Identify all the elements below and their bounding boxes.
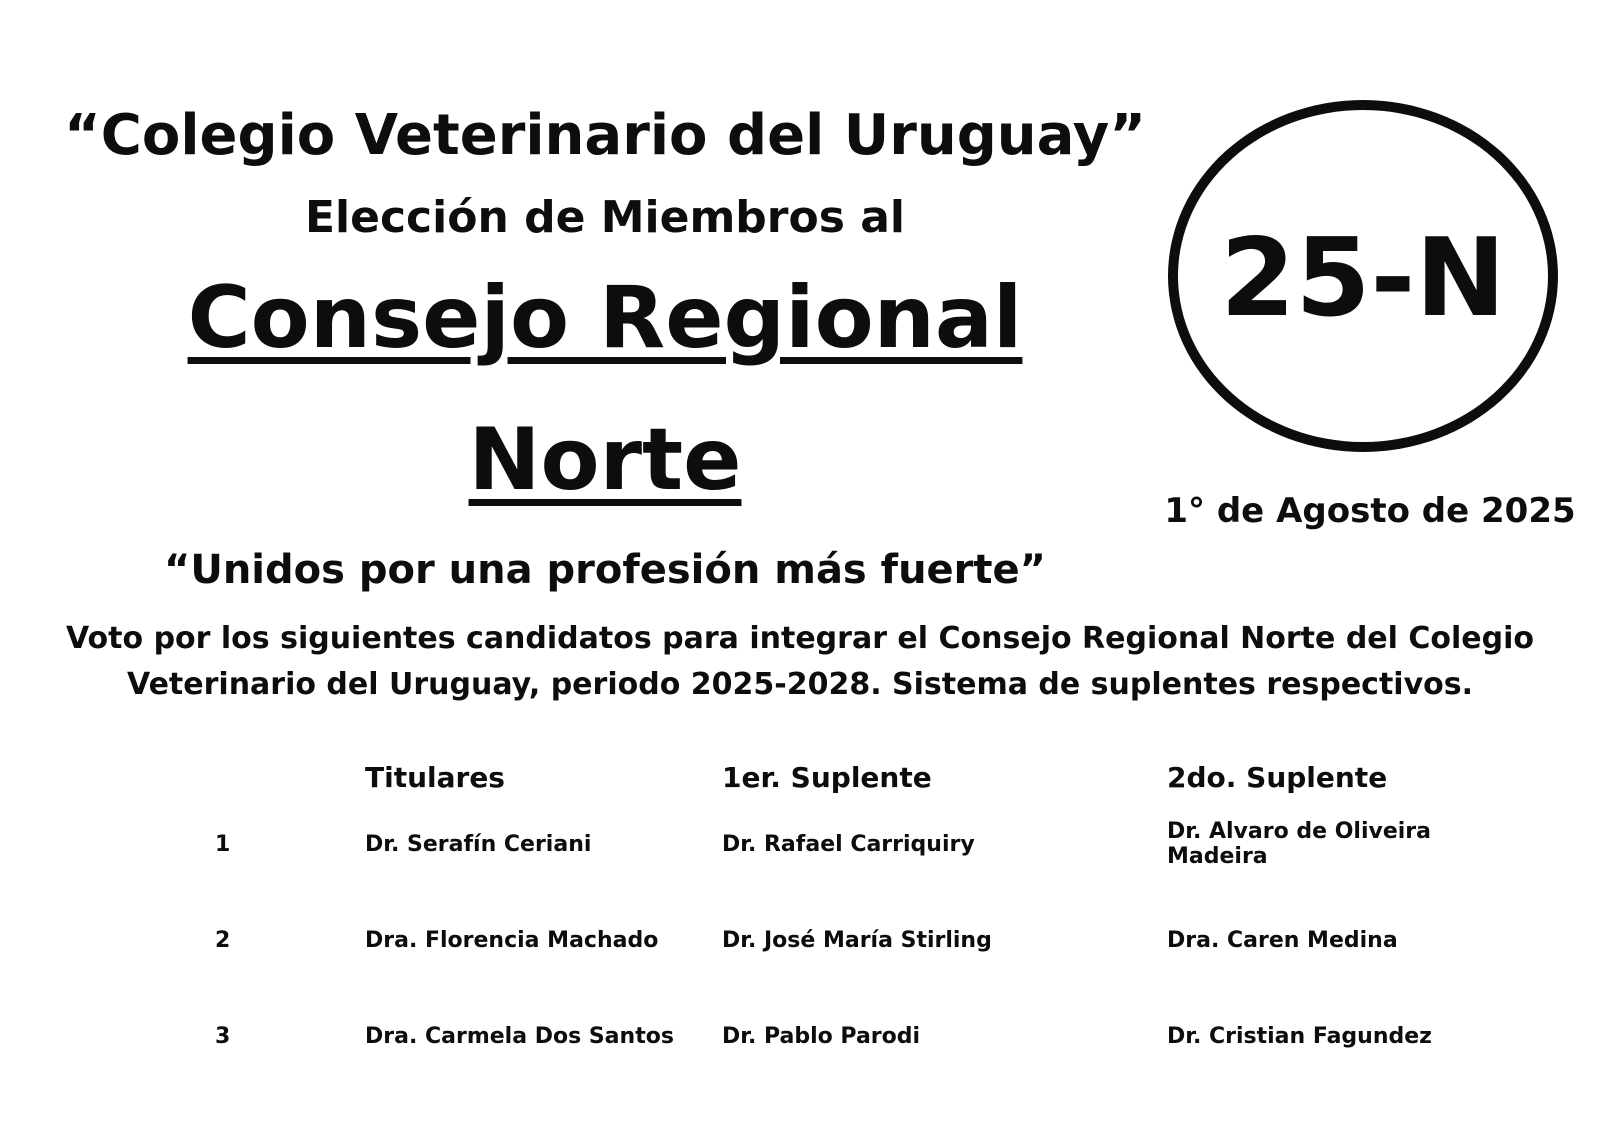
suplente-1-name: Dr. José María Stirling bbox=[722, 927, 992, 953]
list-code-circle bbox=[1168, 100, 1558, 452]
organization-title: “Colegio Veterinario del Uruguay” bbox=[63, 103, 1147, 168]
row-number: 3 bbox=[215, 1023, 231, 1049]
table-row bbox=[180, 892, 1467, 988]
table-header-row bbox=[180, 758, 1467, 796]
titular-name: Dra. Florencia Machado bbox=[365, 927, 659, 953]
header-number bbox=[180, 758, 365, 796]
candidates-table bbox=[180, 758, 1467, 1084]
election-date: 1° de Agosto de 2025 bbox=[1164, 491, 1576, 531]
suplente-2-name: Dra. Caren Medina bbox=[1167, 927, 1398, 953]
suplente-2-name: Dr. Alvaro de Oliveira Madeira bbox=[1167, 819, 1431, 869]
header-suplente-2: 2do. Suplente bbox=[1167, 760, 1388, 794]
titular-name: Dra. Carmela Dos Santos bbox=[365, 1023, 674, 1049]
header-suplente-1: 1er. Suplente bbox=[722, 760, 932, 794]
header-titulares: Titulares bbox=[365, 760, 505, 794]
election-subtitle: Elección de Miembros al bbox=[304, 192, 905, 243]
council-name-line-1: Consejo Regional bbox=[187, 268, 1023, 368]
suplente-1-name: Dr. Pablo Parodi bbox=[722, 1023, 921, 1049]
council-name-line-2: Norte bbox=[468, 410, 742, 510]
titular-name: Dr. Serafín Ceriani bbox=[365, 831, 592, 857]
suplente-2-name: Dr. Cristian Fagundez bbox=[1167, 1023, 1432, 1049]
table-row bbox=[180, 988, 1467, 1084]
vote-statement: Voto por los siguientes candidatos para integrar el Consejo Regional Norte del Colegio Veterinario del Uruguay, periodo 2025-2028. Sistema de suplentes respectivos. bbox=[65, 621, 1534, 702]
suplente-1-name: Dr. Rafael Carriquiry bbox=[722, 831, 975, 857]
list-code: 25-N bbox=[1220, 216, 1506, 341]
table-row bbox=[180, 796, 1467, 892]
slogan: “Unidos por una profesión más fuerte” bbox=[164, 547, 1046, 593]
row-number: 1 bbox=[215, 831, 231, 857]
row-number: 2 bbox=[215, 927, 231, 953]
